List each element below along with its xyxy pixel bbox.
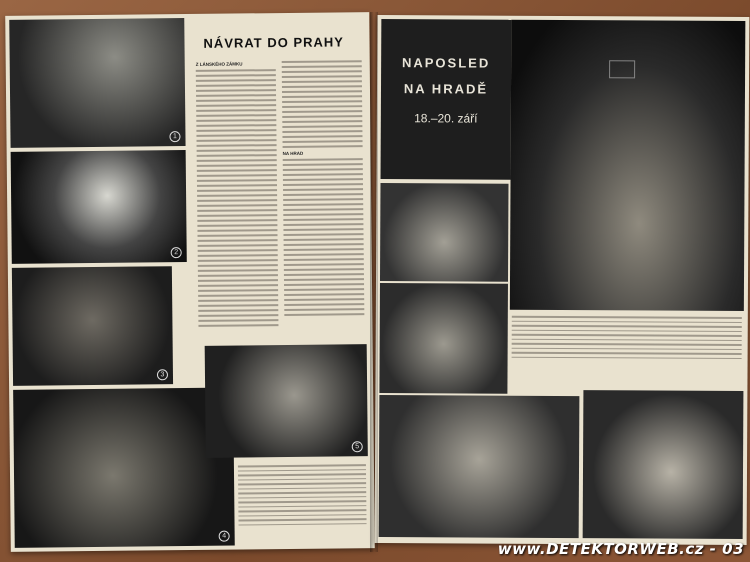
- subhead: NA HRAD: [282, 150, 304, 157]
- photo-number: 3: [157, 369, 168, 380]
- photo-caption-block: [238, 464, 367, 528]
- photo-coffin-bearers: [205, 344, 368, 458]
- photo-coffin-with-candles: [583, 390, 744, 539]
- article-text-column-2: [282, 60, 365, 319]
- magazine-spine-fold: [370, 12, 378, 552]
- photo-number: 2: [171, 247, 182, 258]
- right-caption-block: [512, 316, 742, 362]
- photo-number: 1: [169, 131, 180, 142]
- title-line-1: NAPOSLED: [401, 55, 491, 71]
- left-magazine-page: [5, 12, 375, 552]
- photo-mounted-guard-hearse: [12, 266, 173, 386]
- right-magazine-page: [375, 15, 750, 545]
- subhead: Z LÁNSKÉHO ZÁMKU: [195, 61, 243, 67]
- photo-mourners-with-hats: [379, 395, 580, 538]
- photo-officials-gathering: [379, 283, 508, 394]
- photo-funeral-procession-steps: [9, 18, 185, 148]
- title-box: [381, 19, 512, 180]
- photo-number: 4: [219, 531, 230, 542]
- article-headline: NÁVRAT DO PRAHY: [203, 34, 345, 51]
- photo-lying-in-state-catafalque: [510, 20, 746, 311]
- photo-night-torchlight: [11, 150, 187, 264]
- article-text-column-1: [196, 61, 279, 330]
- photo-soldiers-courtyard: [380, 183, 509, 282]
- watermark-text: www.DETEKTORWEB.cz - 03: [497, 540, 744, 558]
- photo-castle-gate-car: [13, 388, 235, 548]
- title-dates: 18.–20. září: [414, 111, 478, 126]
- coat-of-arms-icon: [609, 60, 635, 78]
- photo-number: 5: [352, 441, 363, 452]
- title-line-2: NA HRADĚ: [403, 81, 489, 97]
